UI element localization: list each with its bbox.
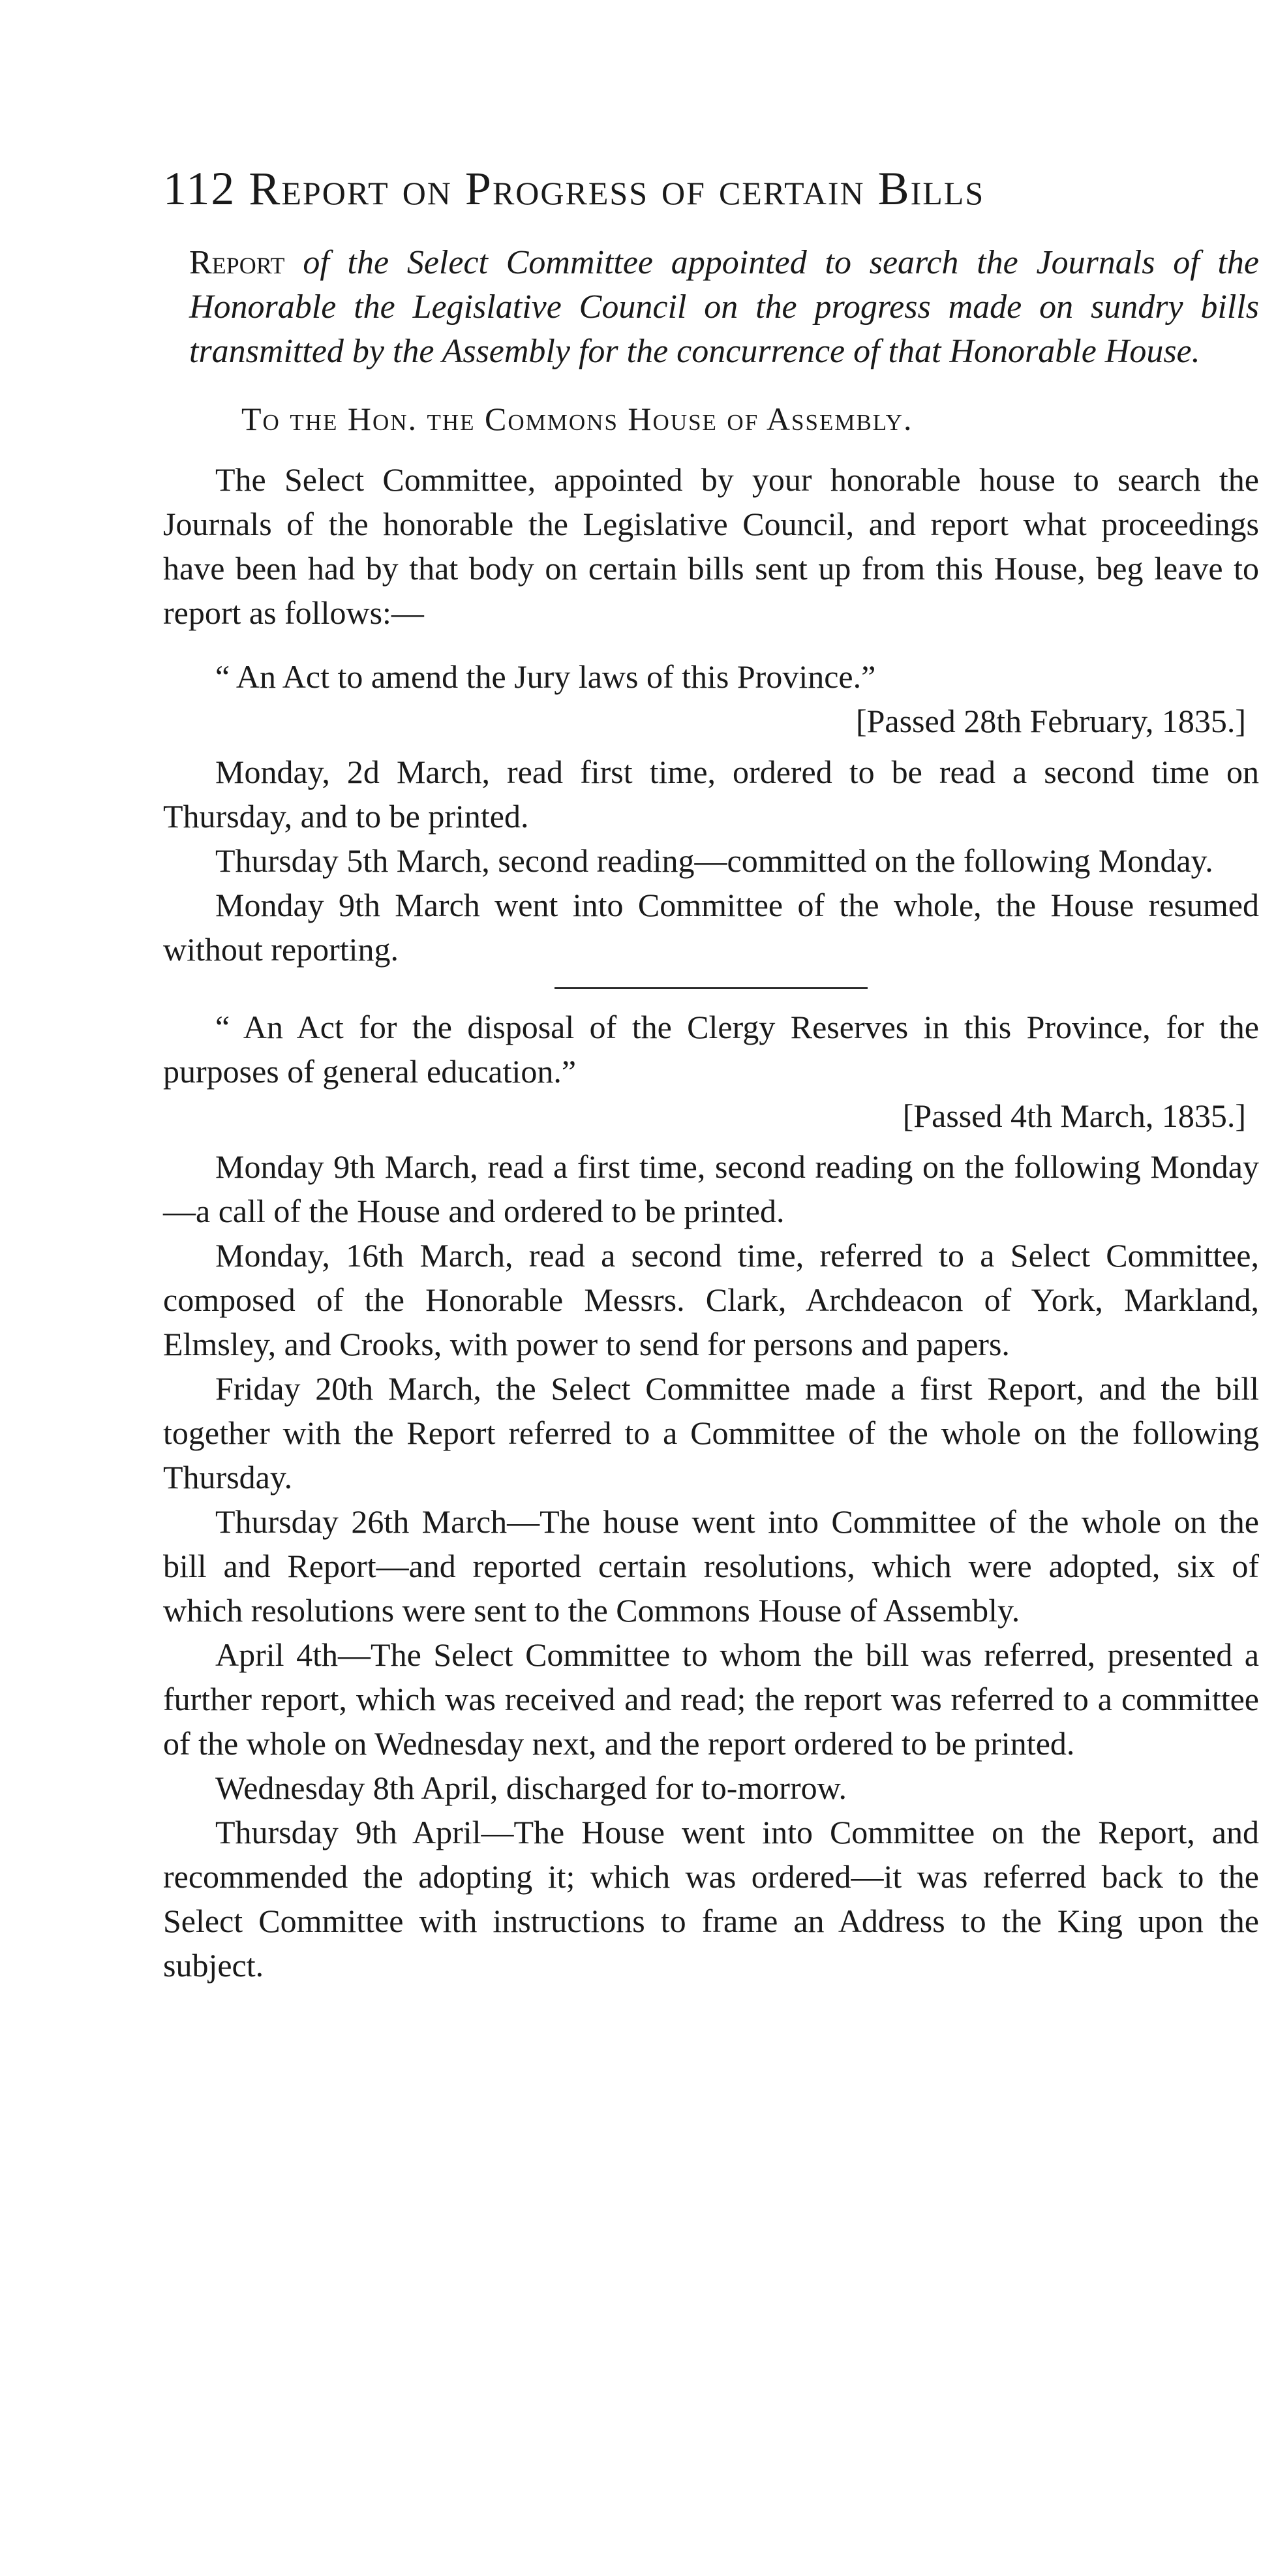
report-intro-text: of the Select Committee appointed to search the Journals of the Honorable the Legislative Council on the progress made on sundry bills transmitted by the Assembly for the concurrence of that Honorable House.	[189, 244, 1259, 371]
act-entry: Thursday 26th March—The house went into Committee of the whole on the bill and Report—and reported certain resolutions, which were adopted, six of which resolutions were sent to the Commons House of Assembly.	[163, 1503, 1259, 1629]
act-section-1	[163, 654, 1259, 972]
act-entry: Monday 9th March, read a first time, second reading on the following Monday—a call of the House and ordered to be printed.	[163, 1148, 1259, 1230]
act-entry: Thursday 5th March, second reading—committed on the following Monday.	[215, 842, 1213, 880]
act-title: “ An Act for the disposal of the Clergy Reserves in this Province, for the purposes of general education.”	[163, 1009, 1259, 1090]
report-intro	[189, 241, 1259, 374]
page-content	[163, 163, 1259, 1987]
act-entry: Wednesday 8th April, discharged for to-morrow.	[215, 1770, 847, 1807]
act-passed-date: [Passed 28th February, 1835.]	[855, 703, 1246, 740]
act-entry: Monday 9th March went into Committee of the whole, the House resumed without reporting.	[163, 887, 1259, 968]
act-section-2	[163, 1005, 1259, 1987]
opening-paragraph: The Select Committee, appointed by your honorable house to search the Journals of the honorable the Legislative Council, and report what proceedings have been had by that body on certain bills sent up from this House, beg leave to report as follows:—	[163, 461, 1259, 632]
act-entry: Friday 20th March, the Select Committee made a first Report, and the bill together with the Report referred to a Committee of the whole on the following Thursday.	[163, 1370, 1259, 1496]
running-head	[163, 163, 1259, 215]
page-number: 112	[163, 162, 236, 215]
act-passed-date: [Passed 4th March, 1835.]	[902, 1097, 1246, 1135]
act-title: “ An Act to amend the Jury laws of this Province.”	[215, 658, 876, 696]
act-entry: Monday, 16th March, read a second time, referred to a Select Committee, composed of the Honorable Messrs. Clark, Archdeacon of York, Markland, Elmsley, and Crooks, with power to send for persons and papers.	[163, 1237, 1259, 1363]
running-head-title: Report on Progress of certain Bills	[249, 162, 985, 215]
report-lead: Report	[189, 244, 285, 282]
report-body	[163, 457, 1259, 1987]
act-entry: Monday, 2d March, read first time, ordered to be read a second time on Thursday, and to be printed.	[163, 754, 1259, 835]
section-divider	[554, 987, 868, 989]
act-entry: Thursday 9th April—The House went into Committee on the Report, and recommended the adopting it; which was ordered—it was referred back to the Select Committee with instructions to frame an Address to the King upon the subject.	[163, 1814, 1259, 1984]
act-entry: April 4th—The Select Committee to whom the bill was referred, presented a further report, which was received and read; the report was referred to a committee of the whole on Wednesday next, and the report ordered to be printed.	[163, 1636, 1259, 1762]
addressee: To the Hon. the Commons House of Assembly.	[241, 401, 913, 438]
